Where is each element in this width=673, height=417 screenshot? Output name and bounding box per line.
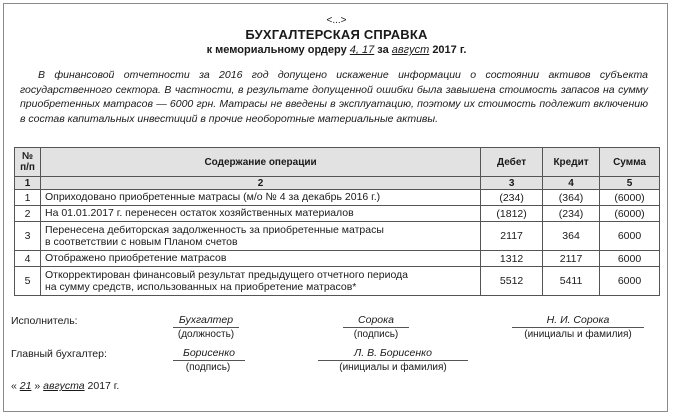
executor-position-caption: (должность): [177, 329, 235, 340]
chief-signature-caption: (подпись): [185, 362, 231, 373]
subtitle-year: 2017 г.: [432, 44, 467, 56]
column-number: 1: [15, 177, 41, 190]
date-day: 21: [19, 380, 32, 392]
executor-name: Н. И. Сорока: [512, 314, 644, 328]
row-sum: (6000): [600, 190, 660, 206]
header-num: № п/п: [15, 148, 41, 177]
column-number: 5: [600, 177, 660, 190]
column-number: 4: [543, 177, 600, 190]
executor-signature-caption: (подпись): [353, 329, 399, 340]
row-number: 3: [15, 222, 41, 251]
row-operation: Оприходовано приобретенные матрасы (м/о № 4 за декабрь 2016 г.): [40, 190, 480, 206]
row-debit: 5512: [481, 267, 543, 296]
order-numbers: 4, 17: [349, 44, 375, 56]
row-credit: 5411: [543, 267, 600, 296]
row-credit: 2117: [543, 251, 600, 267]
row-sum: 6000: [600, 267, 660, 296]
document-subtitle: [0, 44, 673, 56]
chief-signature: Борисенко: [173, 347, 245, 361]
column-number-row: [15, 177, 660, 190]
row-credit: 364: [543, 222, 600, 251]
intro-paragraph: В финансовой отчетности за 2016 год допущено искажение информации о состоянии активов субъекта государственного сектора. В частности, в результате допущенной ошибки была завышена стоимость запасов на сумму приобретенных матрасов — 6000 грн. Матрасы не введены в эксплуатацию, поэтому их стоимость подлежит включению в состав капитальных инвестиций в прочие необоротные материальные активы.: [20, 69, 648, 125]
row-debit: 2117: [481, 222, 543, 251]
table-row: [15, 222, 660, 251]
document-date: [11, 380, 119, 392]
row-sum: (6000): [600, 206, 660, 222]
row-operation: Перенесена дебиторская задолженность за приобретенные матрасы в соответствии с новым Планом счетов: [40, 222, 480, 251]
date-close-quote: »: [34, 380, 41, 392]
column-number: 3: [481, 177, 543, 190]
row-sum: 6000: [600, 222, 660, 251]
header-content: Содержание операции: [40, 148, 480, 177]
row-number: 5: [15, 267, 41, 296]
row-debit: (1812): [481, 206, 543, 222]
date-month: августа: [43, 380, 85, 392]
header-debit: Дебет: [481, 148, 543, 177]
subtitle-middle: за: [377, 44, 389, 56]
row-operation: На 01.01.2017 г. перенесен остаток хозяйственных материалов: [40, 206, 480, 222]
row-operation: Отображено приобретение матрасов: [40, 251, 480, 267]
row-number: 4: [15, 251, 41, 267]
table-row: [15, 267, 660, 296]
chief-name: Л. В. Борисенко: [318, 347, 468, 361]
document-title: БУХГАЛТЕРСКАЯ СПРАВКА: [245, 27, 428, 42]
row-debit: (234): [481, 190, 543, 206]
date-year: 2017 г.: [87, 380, 120, 392]
chief-accountant-label: Главный бухгалтер:: [11, 348, 107, 360]
chief-name-caption: (инициалы и фамилия): [339, 362, 447, 373]
executor-label: Исполнитель:: [11, 315, 78, 327]
row-operation: Откорректирован финансовый результат предыдущего отчетного периода на сумму средств, использованных на приобретение матрасов*: [40, 267, 480, 296]
row-debit: 1312: [481, 251, 543, 267]
row-sum: 6000: [600, 251, 660, 267]
table-row: [15, 251, 660, 267]
row-number: 2: [15, 206, 41, 222]
subtitle-month: август: [391, 44, 430, 56]
subtitle-prefix: к мемориальному ордеру: [206, 44, 347, 56]
header-sum: Сумма: [600, 148, 660, 177]
header-credit: Кредит: [543, 148, 600, 177]
executor-signature: Сорока: [343, 314, 409, 328]
omission-mark: <...>: [326, 15, 347, 26]
executor-name-caption: (инициалы и фамилия): [524, 329, 632, 340]
table-row: [15, 206, 660, 222]
executor-position: Бухгалтер: [173, 314, 239, 328]
column-number: 2: [40, 177, 480, 190]
table-row: [15, 190, 660, 206]
row-credit: (364): [543, 190, 600, 206]
table-header-row: [15, 148, 660, 177]
date-open-quote: «: [11, 380, 17, 392]
operations-table: [14, 147, 660, 296]
row-credit: (234): [543, 206, 600, 222]
row-number: 1: [15, 190, 41, 206]
